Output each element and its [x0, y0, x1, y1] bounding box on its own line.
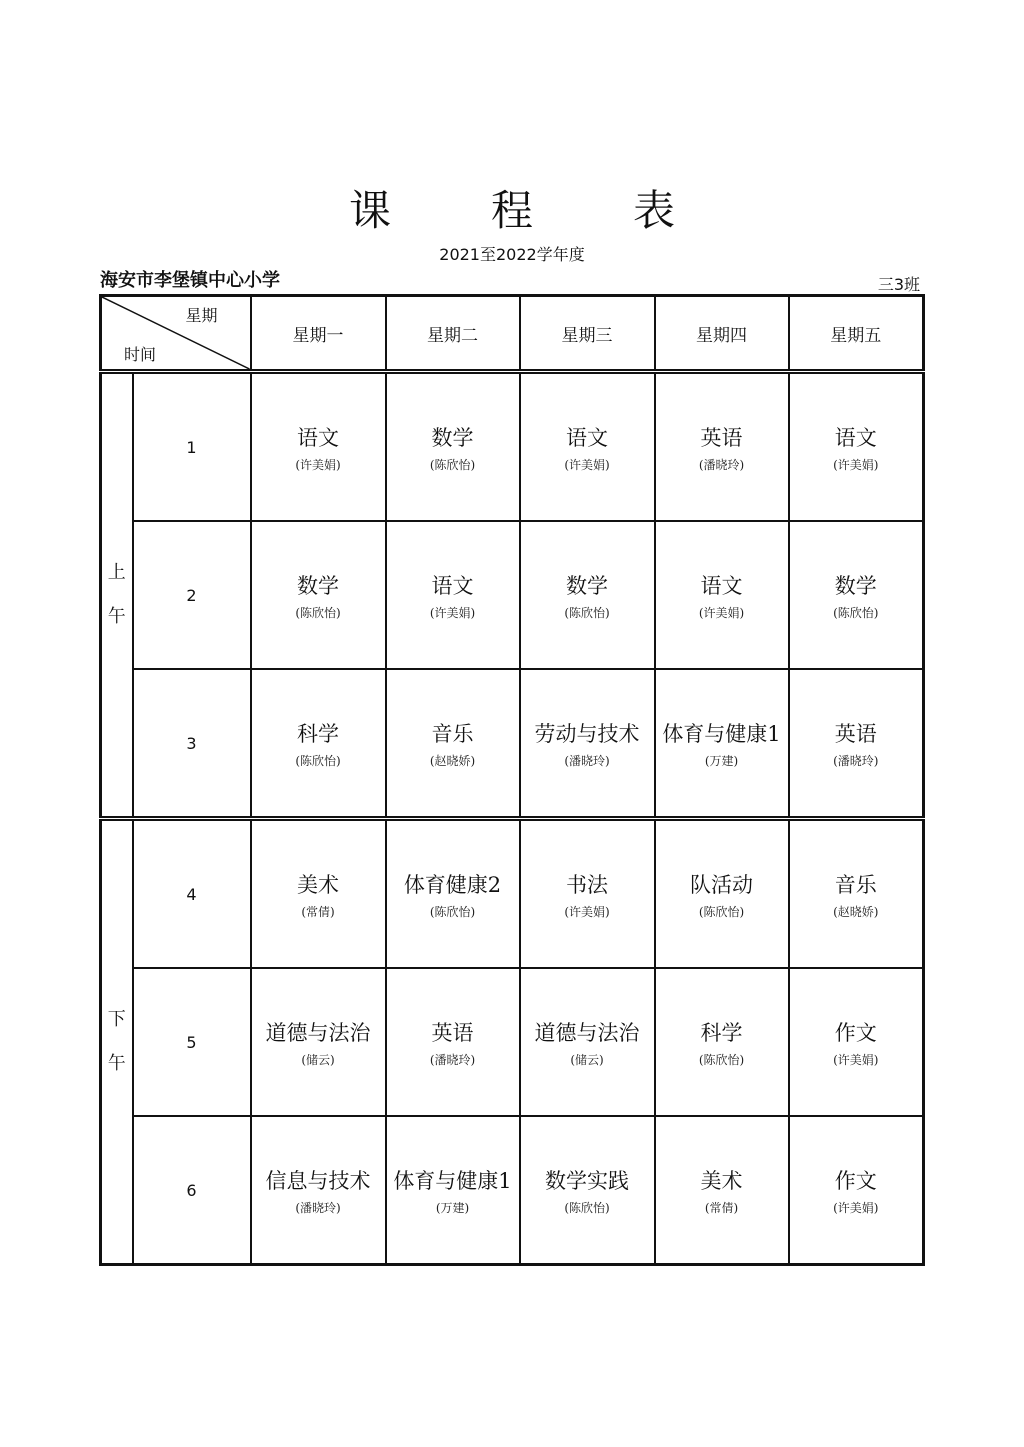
subject: 语文: [431, 573, 474, 598]
title-char: 程: [490, 186, 533, 235]
subject: 科学: [297, 721, 339, 746]
teacher: (陈欣怡): [564, 1200, 610, 1215]
lesson-cell: [655, 372, 789, 522]
lesson-cell: [251, 968, 386, 1116]
subject: 英语: [431, 1020, 474, 1045]
lesson-cell: [251, 521, 386, 669]
lesson-cell: [520, 819, 655, 969]
subject: 队活动: [690, 872, 753, 897]
subject: 语文: [700, 573, 743, 598]
teacher: (潘晓玲): [295, 1200, 341, 1215]
teacher: (许美娟): [698, 605, 745, 620]
period-number: 4: [133, 819, 251, 969]
day-header: 星期四: [655, 296, 789, 372]
lesson-cell: [386, 819, 520, 969]
period-row: [101, 819, 924, 969]
corner-day-label: 星期: [185, 306, 218, 325]
teacher: (潘晓玲): [564, 753, 610, 768]
subject: 数学实践: [545, 1168, 629, 1193]
period-number: 2: [133, 521, 251, 669]
subject: 科学: [700, 1020, 743, 1045]
day-header: 星期五: [789, 296, 924, 372]
subject: 美术: [700, 1168, 743, 1193]
subject: 语文: [297, 425, 339, 450]
subject: 数学: [297, 573, 339, 598]
subject: 音乐: [431, 721, 474, 746]
teacher: (许美娟): [564, 457, 610, 472]
period-row: [101, 669, 924, 819]
lesson-cell: [655, 819, 789, 969]
period-row: [101, 968, 924, 1116]
period-row: [101, 1116, 924, 1265]
period-row: [101, 521, 924, 669]
lesson-cell: [520, 372, 655, 522]
teacher: (潘晓玲): [833, 753, 879, 768]
lesson-cell: [386, 1116, 520, 1265]
lesson-cell: [251, 669, 386, 819]
subject: 作文: [834, 1168, 877, 1193]
subject: 英语: [700, 425, 743, 450]
subject: 英语: [834, 721, 877, 746]
lesson-cell: [655, 1116, 789, 1265]
teacher: (许美娟): [564, 904, 610, 919]
subject: 信息与技术: [265, 1168, 371, 1193]
teacher: (储云): [301, 1052, 335, 1067]
subject: 体育与健康1: [662, 721, 781, 746]
subject: 劳动与技术: [534, 721, 640, 746]
lesson-cell: [251, 372, 386, 522]
teacher: (许美娟): [833, 1052, 879, 1067]
lesson-cell: [520, 669, 655, 819]
teacher: (潘晓玲): [429, 1052, 476, 1067]
lesson-cell: [655, 968, 789, 1116]
group-char: 下: [107, 1009, 126, 1030]
lesson-cell: [520, 968, 655, 1116]
teacher: (陈欣怡): [429, 904, 476, 919]
subject: 体育健康2: [403, 872, 502, 897]
teacher: (陈欣怡): [295, 753, 341, 768]
period-row: [101, 372, 924, 522]
afternoon-label: [101, 819, 133, 1265]
lesson-cell: [386, 968, 520, 1116]
teacher: (常倩): [704, 1200, 739, 1215]
header-row: [101, 296, 924, 372]
timetable: [99, 294, 925, 1266]
lesson-cell: [789, 372, 924, 522]
teacher: (陈欣怡): [698, 904, 745, 919]
title-char: 表: [633, 186, 676, 235]
corner-time-label: 时间: [124, 345, 157, 364]
teacher: (赵晓娇): [429, 753, 476, 768]
page-title: [0, 178, 1024, 238]
group-char: 上: [107, 562, 126, 583]
subject: 道德与法治: [534, 1020, 640, 1045]
lesson-cell: [251, 1116, 386, 1265]
teacher: (储云): [570, 1052, 604, 1067]
teacher: (万建): [435, 1200, 470, 1215]
lesson-cell: [789, 669, 924, 819]
teacher: (赵晓娇): [833, 904, 879, 919]
lesson-cell: [386, 521, 520, 669]
lesson-cell: [251, 819, 386, 969]
subject: 数学: [566, 573, 608, 598]
subject: 音乐: [834, 872, 877, 897]
subject: 语文: [566, 425, 608, 450]
teacher: (许美娟): [295, 457, 341, 472]
lesson-cell: [520, 1116, 655, 1265]
group-char: 午: [107, 1053, 126, 1074]
lesson-cell: [789, 1116, 924, 1265]
morning-label: [101, 372, 133, 819]
teacher: (许美娟): [429, 605, 476, 620]
lesson-cell: [789, 968, 924, 1116]
period-number: 5: [133, 968, 251, 1116]
school-name: 海安市李堡镇中心小学: [100, 270, 280, 291]
subject: 美术: [297, 872, 339, 897]
lesson-cell: [655, 521, 789, 669]
subject: 书法: [566, 872, 608, 897]
corner-cell: [101, 296, 251, 372]
class-name: 三3班: [877, 275, 920, 294]
subject: 数学: [834, 573, 877, 598]
title-char: 课: [348, 186, 391, 235]
teacher: (陈欣怡): [429, 457, 476, 472]
teacher: (陈欣怡): [698, 1052, 745, 1067]
subject: 作文: [834, 1020, 877, 1045]
teacher: (潘晓玲): [698, 457, 745, 472]
teacher: (许美娟): [833, 1200, 879, 1215]
period-number: 3: [133, 669, 251, 819]
teacher: (许美娟): [833, 457, 879, 472]
subject: 语文: [834, 425, 877, 450]
teacher: (陈欣怡): [564, 605, 610, 620]
subject: 体育与健康1: [393, 1168, 512, 1193]
day-header: 星期二: [386, 296, 520, 372]
subject: 数学: [431, 425, 474, 450]
lesson-cell: [520, 521, 655, 669]
teacher: (陈欣怡): [295, 605, 341, 620]
period-number: 1: [133, 372, 251, 522]
lesson-cell: [655, 669, 789, 819]
lesson-cell: [386, 669, 520, 819]
lesson-cell: [789, 521, 924, 669]
day-header: 星期三: [520, 296, 655, 372]
day-header: 星期一: [251, 296, 386, 372]
teacher: (陈欣怡): [833, 605, 879, 620]
teacher: (常倩): [301, 904, 335, 919]
group-char: 午: [107, 606, 126, 627]
school-year: 2021至2022学年度: [439, 245, 585, 264]
period-number: 6: [133, 1116, 251, 1265]
subject: 道德与法治: [265, 1020, 371, 1045]
lesson-cell: [386, 372, 520, 522]
teacher: (万建): [704, 753, 739, 768]
lesson-cell: [789, 819, 924, 969]
